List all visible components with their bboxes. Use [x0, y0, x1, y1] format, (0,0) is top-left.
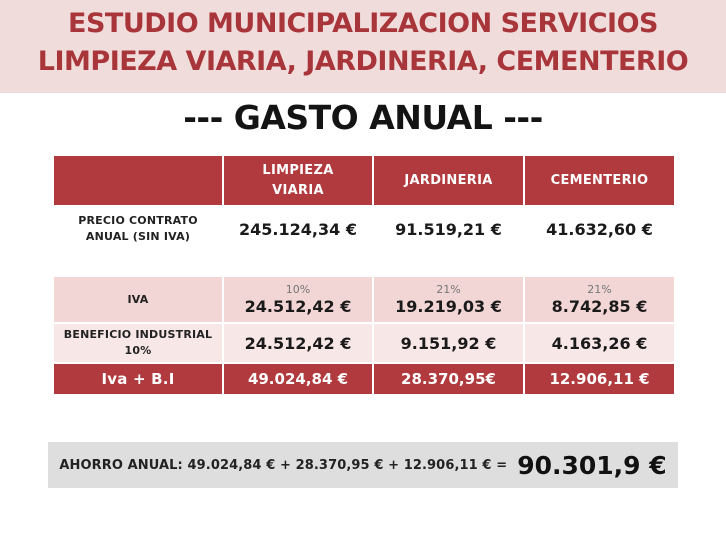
table-spacer [53, 252, 675, 276]
cell-value: 24.512,42 € [223, 323, 373, 363]
cell-value [524, 276, 675, 323]
cell-value: 91.519,21 € [373, 206, 524, 252]
header-limpieza-viaria [223, 155, 373, 206]
cell-value: 9.151,92 € [373, 323, 524, 363]
savings-summary [48, 442, 678, 488]
cell-value: 28.370,95€ [373, 363, 524, 395]
cell-value [373, 276, 524, 323]
row-label: Iva + B.I [53, 363, 223, 395]
cell-amount: 19.219,03 € [395, 297, 502, 316]
cell-value: 245.124,34 € [223, 206, 373, 252]
table-row-beneficio [53, 323, 675, 363]
title-banner [0, 0, 726, 93]
row-label [53, 206, 223, 252]
table-row-precio [53, 206, 675, 252]
banner-title-line-2: LIMPIEZA VIARIA, JARDINERIA, CEMENTERIO [37, 46, 689, 77]
banner-title-line-1: ESTUDIO MUNICIPALIZACION SERVICIOS [68, 8, 658, 39]
header-label: LIMPIEZA VIARIA [262, 162, 334, 198]
cell-percent: 21% [587, 283, 612, 296]
savings-formula: AHORRO ANUAL: 49.024,84 € + 28.370,95 € + 12.906,11 € = [59, 457, 508, 473]
table-row-total [53, 363, 675, 395]
header-jardineria: JARDINERIA [373, 155, 524, 206]
table-row-iva [53, 276, 675, 323]
page-subtitle: --- GASTO ANUAL --- [183, 98, 543, 137]
header-cementerio: CEMENTERIO [524, 155, 675, 206]
cell-percent: 21% [436, 283, 461, 296]
table-header-row [53, 155, 675, 206]
cell-value [223, 276, 373, 323]
cell-percent: 10% [285, 283, 311, 296]
cell-value: 41.632,60 € [524, 206, 675, 252]
cell-value: 49.024,84 € [223, 363, 373, 395]
row-label: IVA [53, 276, 223, 323]
row-label-text: PRECIO CONTRATO ANUAL (SIN IVA) [78, 214, 198, 243]
cell-value: 12.906,11 € [524, 363, 675, 395]
cell-amount: 8.742,85 € [551, 297, 648, 316]
cell-value: 4.163,26 € [524, 323, 675, 363]
row-label [53, 323, 223, 363]
row-label-text: BENEFICIO INDUSTRIAL 10% [63, 328, 213, 357]
savings-total: 90.301,9 € [517, 450, 667, 480]
header-empty-cell [53, 155, 223, 206]
cost-table [52, 154, 676, 396]
cell-amount: 24.512,42 € [244, 297, 352, 316]
